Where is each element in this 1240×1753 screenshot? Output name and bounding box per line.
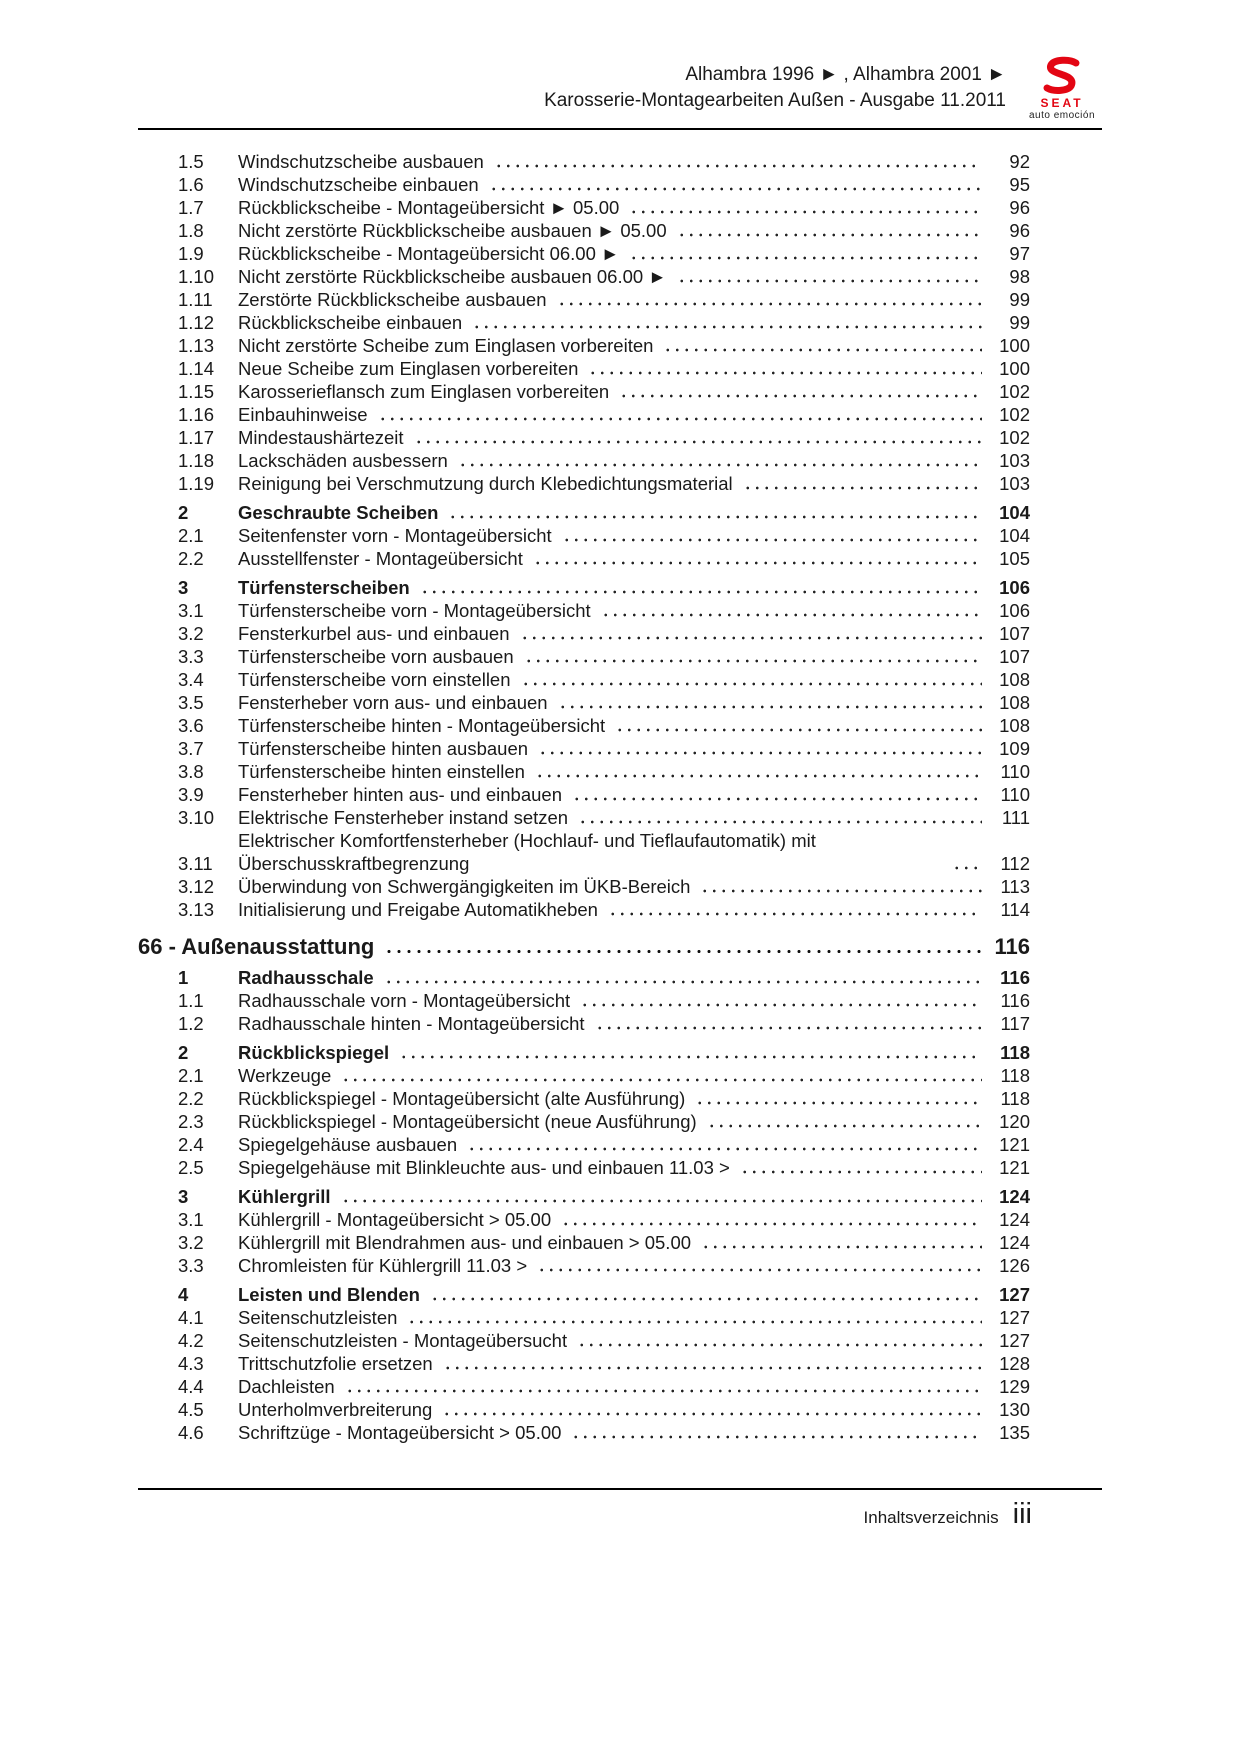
toc-row bbox=[138, 173, 1030, 196]
toc-row bbox=[138, 311, 1030, 334]
leader-dots bbox=[695, 1100, 982, 1106]
toc-row bbox=[138, 1421, 1030, 1444]
toc-title: Trittschutzfolie ersetzen bbox=[238, 1353, 433, 1374]
leader-dots bbox=[677, 232, 982, 238]
footer-page-number: iii bbox=[1012, 1498, 1032, 1530]
toc-row bbox=[138, 737, 1030, 760]
toc-title: Nicht zerstörte Rückblickscheibe ausbauen ► 05.00 bbox=[238, 220, 667, 241]
toc-num: 3.3 bbox=[178, 646, 204, 667]
toc-num: 1.11 bbox=[178, 289, 213, 310]
toc-row bbox=[138, 449, 1030, 472]
toc-num: 2 bbox=[178, 1042, 189, 1063]
leader-dots bbox=[442, 1411, 982, 1417]
leader-dots bbox=[595, 1025, 982, 1031]
toc-page: 108 bbox=[999, 669, 1030, 690]
toc-page: 104 bbox=[999, 502, 1030, 523]
toc-num: 2.2 bbox=[178, 1088, 204, 1109]
toc-page: 106 bbox=[999, 577, 1030, 598]
toc-title: Überwindung von Schwergängigkeiten im ÜKB-Bereich bbox=[238, 876, 691, 897]
toc-page: 99 bbox=[1009, 289, 1030, 310]
header-model-line: Alhambra 1996 ► , Alhambra 2001 ► bbox=[685, 64, 1006, 85]
leader-dots bbox=[414, 439, 982, 445]
toc-row bbox=[138, 1087, 1030, 1110]
leader-dots bbox=[448, 514, 982, 520]
toc-row bbox=[138, 898, 1030, 921]
leader-dots bbox=[489, 186, 982, 192]
leader-dots bbox=[399, 1054, 982, 1060]
page-header bbox=[138, 56, 1102, 130]
toc-num: 3.8 bbox=[178, 761, 204, 782]
leader-dots bbox=[430, 1296, 982, 1302]
toc-page: 124 bbox=[999, 1209, 1030, 1230]
leader-dots bbox=[535, 773, 982, 779]
toc-title: Türfensterscheibe vorn - Montageübersicht bbox=[238, 600, 591, 621]
toc-page: 108 bbox=[999, 692, 1030, 713]
leader-dots bbox=[524, 658, 982, 664]
toc-num: 3.2 bbox=[178, 1232, 204, 1253]
toc-page: 114 bbox=[1000, 899, 1030, 920]
toc-num: 4.5 bbox=[178, 1399, 204, 1420]
toc-num: 3.13 bbox=[178, 899, 215, 920]
leader-dots bbox=[467, 1146, 982, 1152]
toc-title: Ausstellfenster - Montageübersicht bbox=[238, 548, 523, 569]
toc-row bbox=[138, 334, 1030, 357]
toc-title: Türfensterscheibe hinten - Montageübersicht bbox=[238, 715, 606, 736]
toc-row bbox=[138, 1329, 1030, 1352]
page-footer bbox=[138, 1488, 1102, 1531]
toc-page: 127 bbox=[999, 1307, 1030, 1328]
toc-num: 1.6 bbox=[178, 174, 204, 195]
toc-row bbox=[138, 242, 1030, 265]
toc-num: 2.1 bbox=[178, 525, 204, 546]
toc-title: Fensterkurbel aus- und einbauen bbox=[238, 623, 510, 644]
toc-num: 3.3 bbox=[178, 1255, 204, 1276]
toc-title: Mindestaushärtezeit bbox=[238, 427, 404, 448]
toc-page: 121 bbox=[999, 1134, 1030, 1155]
toc-page: 103 bbox=[999, 473, 1030, 494]
toc-page: 118 bbox=[1000, 1065, 1030, 1086]
toc-title: Lackschäden ausbessern bbox=[238, 450, 448, 471]
toc-row bbox=[138, 501, 1030, 524]
leader-dots bbox=[619, 393, 982, 399]
toc-row bbox=[138, 645, 1030, 668]
toc-row bbox=[138, 1231, 1030, 1254]
toc-page: 97 bbox=[1009, 243, 1030, 264]
toc-row bbox=[138, 576, 1030, 599]
toc-title: Elektrischer Komfortfensterheber (Hochlauf- und Tieflaufautomatik) mit Überschusskraftbegrenzung bbox=[238, 830, 816, 874]
toc-num: 3.12 bbox=[178, 876, 215, 897]
toc-num: 4.3 bbox=[178, 1353, 204, 1374]
leader-dots bbox=[562, 537, 982, 543]
toc-row bbox=[138, 829, 1030, 875]
toc-row bbox=[138, 265, 1030, 288]
leader-dots bbox=[629, 255, 982, 261]
toc-title: Nicht zerstörte Rückblickscheibe ausbauen 06.00 ► bbox=[238, 266, 667, 287]
leader-dots bbox=[588, 370, 982, 376]
toc-row bbox=[138, 219, 1030, 242]
toc-num: 1.14 bbox=[178, 358, 215, 379]
toc-title: Windschutzscheibe ausbauen bbox=[238, 151, 484, 172]
toc-title: Kühlergrill - Montageübersicht > 05.00 bbox=[238, 1209, 552, 1230]
toc-page: 124 bbox=[999, 1232, 1030, 1253]
toc-title: Radhausschale bbox=[238, 967, 374, 988]
toc-num: 3.5 bbox=[178, 692, 204, 713]
toc-num: 4.6 bbox=[178, 1422, 204, 1443]
toc-row bbox=[138, 1398, 1030, 1421]
toc-num: 4.4 bbox=[178, 1376, 204, 1397]
toc-row bbox=[138, 1352, 1030, 1375]
toc-num: 1.12 bbox=[178, 312, 215, 333]
toc-num: 3.4 bbox=[178, 669, 204, 690]
toc-num: 1 bbox=[178, 967, 189, 988]
leader-dots bbox=[629, 209, 982, 215]
toc-title: Seitenschutzleisten - Montageübersucht bbox=[238, 1330, 568, 1351]
toc-title: Rückblickspiegel - Montageübersicht (neue Ausführung) bbox=[238, 1111, 697, 1132]
toc-title: Elektrische Fensterheber instand setzen bbox=[238, 807, 569, 828]
toc-page: 109 bbox=[999, 738, 1030, 759]
toc-row bbox=[138, 1306, 1030, 1329]
leader-dots bbox=[615, 727, 982, 733]
leader-dots bbox=[601, 612, 982, 618]
toc-title: Rückblickscheibe - Montageübersicht ► 05.00 bbox=[238, 197, 620, 218]
toc-num: 1.10 bbox=[178, 266, 215, 287]
toc-page: 127 bbox=[999, 1284, 1030, 1305]
toc-title: Rückblickspiegel - Montageübersicht (alte Ausführung) bbox=[238, 1088, 686, 1109]
toc-title: Rückblickscheibe - Montageübersicht 06.00 ► bbox=[238, 243, 620, 264]
toc-num: 3 bbox=[178, 577, 189, 598]
leader-dots bbox=[345, 1388, 982, 1394]
toc-title: Nicht zerstörte Scheibe zum Einglasen vorbereiten bbox=[238, 335, 654, 356]
toc-row bbox=[138, 806, 1030, 829]
leader-dots bbox=[557, 301, 983, 307]
toc-page: 103 bbox=[999, 450, 1030, 471]
toc-title: Reinigung bei Verschmutzung durch Klebedichtungsmaterial bbox=[238, 473, 733, 494]
toc-num: 2.3 bbox=[178, 1111, 204, 1132]
toc-title: Rückblickscheibe einbauen bbox=[238, 312, 463, 333]
toc-row bbox=[138, 1254, 1030, 1277]
toc-num: 3.1 bbox=[178, 600, 204, 621]
toc-page: 127 bbox=[999, 1330, 1030, 1351]
leader-dots bbox=[677, 278, 982, 284]
toc-row bbox=[138, 1110, 1030, 1133]
toc-page: 105 bbox=[999, 548, 1030, 569]
seat-logo bbox=[1022, 56, 1102, 121]
toc-page: 118 bbox=[1000, 1042, 1030, 1063]
toc-row bbox=[138, 426, 1030, 449]
leader-dots bbox=[558, 704, 982, 710]
toc-title: Karosserieflansch zum Einglasen vorbereiten bbox=[238, 381, 610, 402]
toc-list bbox=[138, 150, 1030, 1444]
toc-row bbox=[138, 1283, 1030, 1306]
leader-dots bbox=[663, 347, 982, 353]
toc-title: Türfensterscheibe vorn einstellen bbox=[238, 669, 511, 690]
toc-row bbox=[138, 989, 1030, 1012]
toc-page: 117 bbox=[1000, 1013, 1030, 1034]
toc-title: Dachleisten bbox=[238, 1376, 335, 1397]
toc-title: Windschutzscheibe einbauen bbox=[238, 174, 479, 195]
leader-dots bbox=[472, 324, 982, 330]
toc-page: 110 bbox=[1000, 761, 1030, 782]
toc-title: Rückblickspiegel bbox=[238, 1042, 390, 1063]
toc-page: 120 bbox=[999, 1111, 1030, 1132]
toc-row bbox=[138, 714, 1030, 737]
toc-row bbox=[138, 1133, 1030, 1156]
toc-title: Werkzeuge bbox=[238, 1065, 332, 1086]
toc-title: Chromleisten für Kühlergrill 11.03 > bbox=[238, 1255, 528, 1276]
leader-dots bbox=[384, 979, 982, 985]
footer-label: Inhaltsverzeichnis bbox=[863, 1508, 999, 1527]
toc-num: 4.2 bbox=[178, 1330, 204, 1351]
toc-num: 1.17 bbox=[178, 427, 215, 448]
toc-num: 2 bbox=[178, 502, 189, 523]
toc-title: Türfensterscheibe hinten ausbauen bbox=[238, 738, 529, 759]
toc-row bbox=[138, 783, 1030, 806]
toc-row bbox=[138, 472, 1030, 495]
toc-title: 66 - Außenausstattung bbox=[138, 934, 375, 959]
seat-s-icon bbox=[1022, 56, 1102, 96]
leader-dots bbox=[561, 1221, 982, 1227]
leader-dots bbox=[571, 1434, 982, 1440]
leader-dots bbox=[743, 485, 982, 491]
toc-row bbox=[138, 760, 1030, 783]
toc-title: Fensterheber vorn aus- und einbauen bbox=[238, 692, 548, 713]
toc-title: Neue Scheibe zum Einglasen vorbereiten bbox=[238, 358, 579, 379]
toc-page: 102 bbox=[999, 381, 1030, 402]
toc-page: 108 bbox=[999, 715, 1030, 736]
header-document-title: Karosserie-Montagearbeiten Außen - Ausgabe 11.2011 bbox=[544, 90, 1006, 111]
toc-row bbox=[138, 966, 1030, 989]
toc-row bbox=[138, 933, 1030, 960]
toc-page: 116 bbox=[1000, 967, 1030, 988]
toc-num: 1.2 bbox=[178, 1013, 204, 1034]
toc-num: 3.2 bbox=[178, 623, 204, 644]
toc-num: 1.8 bbox=[178, 220, 204, 241]
toc-row bbox=[138, 357, 1030, 380]
leader-dots bbox=[378, 416, 982, 422]
leader-dots bbox=[572, 796, 982, 802]
leader-dots bbox=[521, 681, 982, 687]
toc-row bbox=[138, 1064, 1030, 1087]
toc-title: Türfensterscheibe vorn ausbauen bbox=[238, 646, 514, 667]
toc-title: Radhausschale vorn - Montageübersicht bbox=[238, 990, 571, 1011]
leader-dots bbox=[608, 911, 982, 917]
leader-dots bbox=[952, 865, 982, 871]
toc-num: 1.18 bbox=[178, 450, 215, 471]
leader-dots bbox=[538, 750, 982, 756]
leader-dots bbox=[341, 1077, 982, 1083]
toc-page: 102 bbox=[999, 427, 1030, 448]
toc-row bbox=[138, 691, 1030, 714]
toc-page: 92 bbox=[1009, 151, 1030, 172]
toc-num: 2.5 bbox=[178, 1157, 204, 1178]
toc-title: Seitenschutzleisten bbox=[238, 1307, 398, 1328]
toc-title: Schriftzüge - Montageübersicht > 05.00 bbox=[238, 1422, 562, 1443]
toc-page: 100 bbox=[999, 335, 1030, 356]
toc-page: 130 bbox=[999, 1399, 1030, 1420]
toc-page: 96 bbox=[1009, 220, 1030, 241]
toc-row bbox=[138, 150, 1030, 173]
leader-dots bbox=[740, 1169, 982, 1175]
logo-brand: SEAT bbox=[1040, 96, 1084, 110]
toc-title: Spiegelgehäuse ausbauen bbox=[238, 1134, 458, 1155]
toc-num: 2.2 bbox=[178, 548, 204, 569]
toc-page: 96 bbox=[1009, 197, 1030, 218]
leader-dots bbox=[520, 635, 982, 641]
toc-num: 1.1 bbox=[178, 990, 204, 1011]
toc-title: Türfensterscheiben bbox=[238, 577, 410, 598]
toc-row bbox=[138, 1185, 1030, 1208]
leader-dots bbox=[537, 1267, 982, 1273]
header-text bbox=[544, 56, 1006, 114]
toc-page: 99 bbox=[1009, 312, 1030, 333]
toc-num: 1.5 bbox=[178, 151, 204, 172]
toc-page: 124 bbox=[999, 1186, 1030, 1207]
toc-page: 116 bbox=[1000, 990, 1030, 1011]
toc-title: Initialisierung und Freigabe Automatikheben bbox=[238, 899, 598, 920]
toc-num: 1.19 bbox=[178, 473, 215, 494]
toc-page: 135 bbox=[999, 1422, 1030, 1443]
toc-title: Seitenfenster vorn - Montageübersicht bbox=[238, 525, 552, 546]
toc-page: 121 bbox=[999, 1157, 1030, 1178]
toc-page: 129 bbox=[999, 1376, 1030, 1397]
toc-num: 2.4 bbox=[178, 1134, 204, 1155]
toc-row bbox=[138, 599, 1030, 622]
toc-title: Einbauhinweise bbox=[238, 404, 368, 425]
toc-page: 111 bbox=[1001, 807, 1030, 828]
toc-num: 3.6 bbox=[178, 715, 204, 736]
toc-num: 3.9 bbox=[178, 784, 204, 805]
toc-page: 102 bbox=[999, 404, 1030, 425]
leader-dots bbox=[577, 1342, 982, 1348]
leader-dots bbox=[707, 1123, 982, 1129]
toc-num: 3.7 bbox=[178, 738, 204, 759]
toc-page: 107 bbox=[999, 646, 1030, 667]
toc-title: Fensterheber hinten aus- und einbauen bbox=[238, 784, 562, 805]
toc-title: Spiegelgehäuse mit Blinkleuchte aus- und einbauen 11.03 > bbox=[238, 1157, 730, 1178]
toc-page: 107 bbox=[999, 623, 1030, 644]
toc-title: Türfensterscheibe hinten einstellen bbox=[238, 761, 525, 782]
toc-page: 95 bbox=[1009, 174, 1030, 195]
toc-row bbox=[138, 380, 1030, 403]
toc-title: Kühlergrill mit Blendrahmen aus- und einbauen > 05.00 bbox=[238, 1232, 692, 1253]
logo-tagline: auto emoción bbox=[1028, 110, 1096, 121]
toc-num: 3.1 bbox=[178, 1209, 204, 1230]
leader-dots bbox=[407, 1319, 982, 1325]
leader-dots bbox=[458, 462, 982, 468]
toc-row bbox=[138, 403, 1030, 426]
toc-row bbox=[138, 1375, 1030, 1398]
leader-dots bbox=[700, 888, 982, 894]
leader-dots bbox=[384, 948, 982, 955]
toc-title: Zerstörte Rückblickscheibe ausbauen bbox=[238, 289, 547, 310]
toc-row bbox=[138, 668, 1030, 691]
toc-row bbox=[138, 1156, 1030, 1179]
toc-num: 3.10 bbox=[178, 807, 215, 828]
leader-dots bbox=[443, 1365, 982, 1371]
toc-title: Leisten und Blenden bbox=[238, 1284, 420, 1305]
toc-page: 112 bbox=[1000, 853, 1030, 874]
toc-title: Unterholmverbreiterung bbox=[238, 1399, 433, 1420]
toc-row bbox=[138, 288, 1030, 311]
toc-num: 1.7 bbox=[178, 197, 204, 218]
header-rule bbox=[138, 128, 1102, 130]
toc-num: 2.1 bbox=[178, 1065, 204, 1086]
toc-num: 1.13 bbox=[178, 335, 215, 356]
toc-page: 106 bbox=[999, 600, 1030, 621]
toc-page: 110 bbox=[1000, 784, 1030, 805]
leader-dots bbox=[533, 560, 982, 566]
toc-title: Geschraubte Scheiben bbox=[238, 502, 439, 523]
toc-page: 128 bbox=[999, 1353, 1030, 1374]
toc-row bbox=[138, 875, 1030, 898]
toc-page: 100 bbox=[999, 358, 1030, 379]
toc-row bbox=[138, 547, 1030, 570]
toc-page: 116 bbox=[994, 934, 1030, 959]
toc-page: 113 bbox=[1000, 876, 1030, 897]
toc-num: 3 bbox=[178, 1186, 189, 1207]
leader-dots bbox=[578, 819, 982, 825]
toc-num: 1.16 bbox=[178, 404, 215, 425]
toc-page: 126 bbox=[999, 1255, 1030, 1276]
toc-row bbox=[138, 196, 1030, 219]
toc-title: Kühlergrill bbox=[238, 1186, 331, 1207]
toc-num: 3.11 bbox=[178, 853, 213, 874]
toc-page: 98 bbox=[1009, 266, 1030, 287]
toc-row bbox=[138, 1208, 1030, 1231]
toc-page: 118 bbox=[1000, 1088, 1030, 1109]
leader-dots bbox=[701, 1244, 982, 1250]
toc-row bbox=[138, 622, 1030, 645]
toc-num: 1.15 bbox=[178, 381, 215, 402]
toc-page: 104 bbox=[999, 525, 1030, 546]
toc-row bbox=[138, 1041, 1030, 1064]
toc-num: 1.9 bbox=[178, 243, 204, 264]
toc-title: Radhausschale hinten - Montageübersicht bbox=[238, 1013, 585, 1034]
leader-dots bbox=[580, 1002, 982, 1008]
leader-dots bbox=[341, 1198, 982, 1204]
toc-num: 4.1 bbox=[178, 1307, 204, 1328]
toc-row bbox=[138, 1012, 1030, 1035]
toc-row bbox=[138, 524, 1030, 547]
toc-num: 4 bbox=[178, 1284, 189, 1305]
leader-dots bbox=[494, 163, 982, 169]
leader-dots bbox=[420, 589, 982, 595]
